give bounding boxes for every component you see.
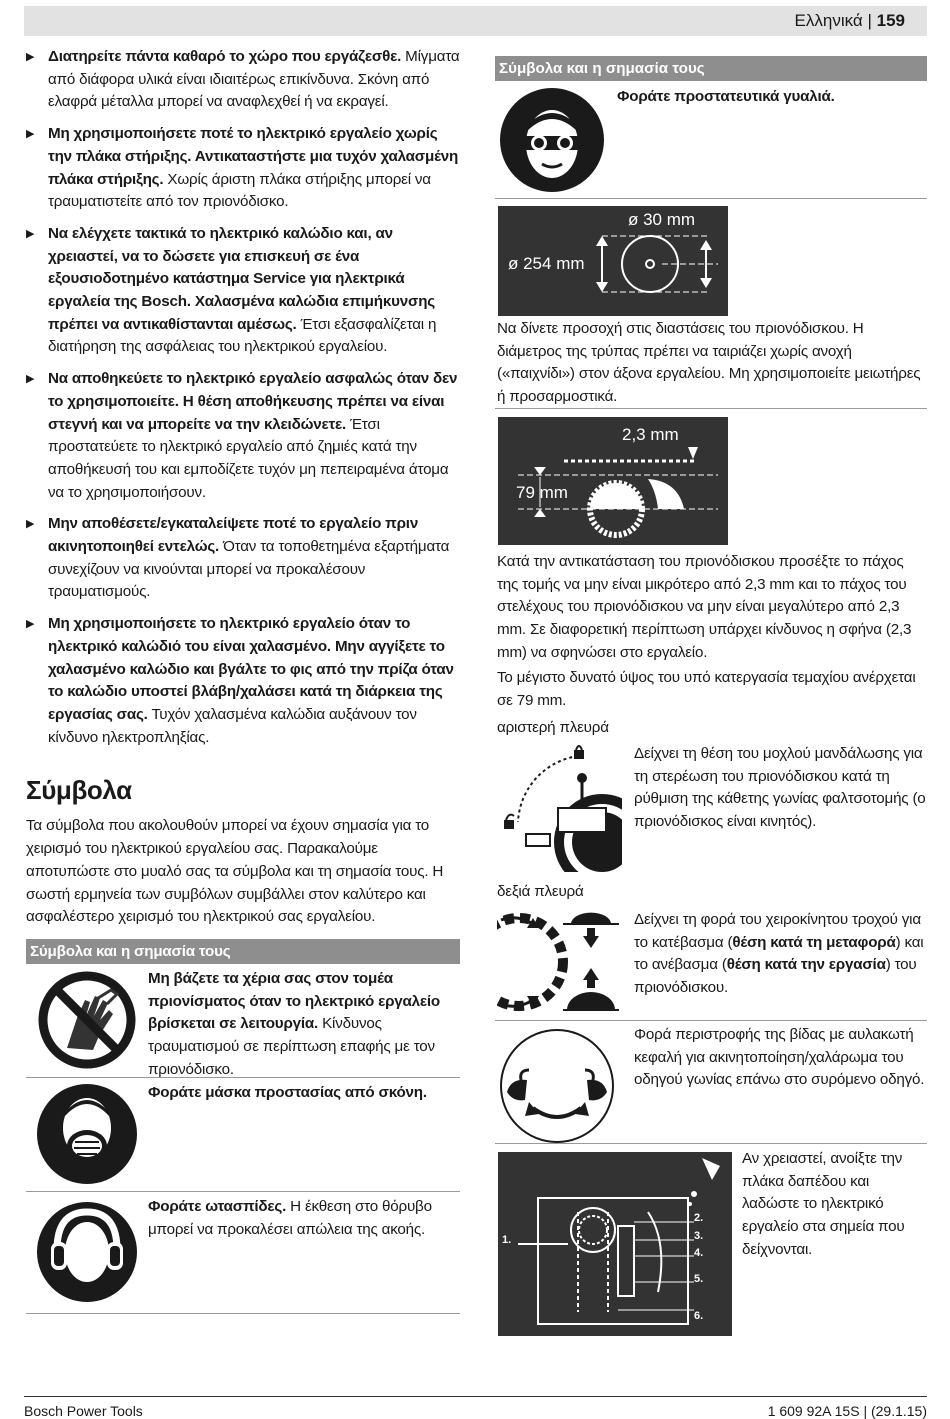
footer-doc-id: 1 609 92A 15S | (29.1.15) bbox=[767, 1403, 927, 1419]
divider bbox=[495, 408, 927, 409]
lube-point-label: 5. bbox=[694, 1273, 704, 1285]
lube-point-label: 6. bbox=[694, 1310, 704, 1322]
footer-brand: Bosch Power Tools bbox=[24, 1403, 143, 1419]
safety-bullet bbox=[26, 613, 460, 749]
lube-point-label: 4. bbox=[694, 1247, 704, 1259]
right-table-header: Σύμβολα και η σημασία τους bbox=[495, 56, 927, 81]
lube-point-label: 2. bbox=[694, 1212, 704, 1224]
bullet-bold: Να ελέγχετε τακτικά το ηλεκτρικό καλώδιο και, αν χρειαστεί, να το δώσετε για επισκευή σε ένα εξουσιοδοτημένο κατάστημα Service για ηλεκτρικά εργαλεία της Bosch. Χαλασμένα καλώδια επιμήκυνσης πρέπει να αντικαθίστανται αμέσως. bbox=[48, 224, 435, 333]
right-side-text-c: ) του πριονόδισκου. bbox=[634, 956, 917, 997]
no-hands-icon bbox=[26, 964, 148, 1077]
safety-bullet bbox=[26, 46, 460, 114]
bullet-text: Έτσι εξασφαλίζεται η διατήρηση της ασφάλειας του ηλεκτρικού εργαλείου. bbox=[48, 315, 437, 356]
bullet-bold: Διατηρείτε πάντα καθαρό το χώρο που εργάζεσθε. bbox=[48, 48, 402, 65]
working-position: θέση κατά την εργασία bbox=[726, 956, 886, 974]
bullet-text: Μίγματα από διάφορα υλικά είναι ιδιαιτέρως επικίνδυνα. Σκόνη από ελαφρά μέταλλα μπορεί να αναφλεχθεί ή να εκραγεί. bbox=[48, 48, 460, 111]
section-intro: Τα σύμβολα που ακολουθούν μπορεί να έχουν σημασία για το χειρισμό του ηλεκτρικού εργαλείου σας. Παρακαλούμε αποτυπώστε στο μυαλό σας τα σύμβολα και τη σημασία τους. Η σωστή ερμηνεία των συμβόλων συμβάλλει στον καλύτερο και ασφαλέστερο χειρισμό του ηλεκτρικού σας εργαλείου. bbox=[26, 817, 444, 926]
max-height-text: Το μέγιστο δυνατό ύψος του υπό κατεργασία τεμαχίου ανέρχεται σε 79 mm. bbox=[497, 669, 916, 709]
right-side-text bbox=[634, 909, 926, 1000]
divider bbox=[495, 1143, 927, 1144]
cut-height-label: 79 mm bbox=[516, 483, 568, 502]
handwheel-direction-icon bbox=[497, 910, 627, 1019]
header-text bbox=[795, 11, 905, 31]
page-footer bbox=[24, 1396, 927, 1419]
right-side-label: δεξιά πλευρά bbox=[497, 883, 584, 900]
bevel-lock-icon bbox=[498, 742, 622, 877]
transport-position: θέση κατά τη μεταφορά bbox=[732, 933, 896, 951]
left-side-text: Δείχνει τη θέση του μοχλού μανδάλωσης για τη στερέωση του πριονόδισκου κατά τη ρύθμιση της κάθετης γωνίας φαλτσοτομής (ο πριονόδισκος είναι κινητός). bbox=[634, 745, 926, 831]
bullet-text: Χωρίς άριστη πλάκα στήριξης μπορεί να τραυματιστείτε από τον πριονόδισκο. bbox=[48, 170, 431, 211]
page-header bbox=[24, 6, 927, 36]
symbol-desc bbox=[148, 1192, 460, 1313]
outer-diameter-label: ø 254 mm bbox=[508, 254, 585, 273]
right-side-text-b: ) και το ανέβασμα ( bbox=[634, 933, 924, 974]
safety-bullet bbox=[26, 368, 460, 504]
ear-protection-icon bbox=[26, 1192, 148, 1313]
symbol-desc bbox=[148, 1078, 460, 1191]
goggles-text bbox=[617, 86, 835, 109]
symbol-desc bbox=[148, 964, 460, 1077]
bullet-bold: Μη χρησιμοποιήσετε το ηλεκτρικό εργαλείο όταν το ηλεκτρικό καλώδιό του είναι χαλασμένο. Μην αγγίξετε το χαλασμένο καλώδιο και βγάλτε το φις από την πρίζα όταν το καλώδιο υποστεί βλάβη/χαλάσει κατά τη διάρκεια της εργασίας σας. bbox=[48, 615, 454, 723]
symbol-text: Η έκθεση στο θόρυβο μπορεί να προκαλέσει απώλεια της ακοής. bbox=[148, 1197, 432, 1238]
symbol-bold: Φοράτε ωτασπίδες. bbox=[148, 1197, 287, 1215]
symbol-row bbox=[26, 1192, 460, 1314]
dust-mask-icon bbox=[26, 1078, 148, 1191]
right-side-text-a: Δείχνει τη φορά του χειροκίνητου τροχού για το κατέβασμα ( bbox=[634, 911, 921, 951]
left-column bbox=[26, 46, 460, 1314]
page-number: 159 bbox=[876, 11, 905, 30]
goggles-bold: Φοράτε προστατευτικά γυαλιά. bbox=[617, 88, 835, 105]
lubrication-text: Αν χρειαστεί, ανοίξτε την πλάκα δαπέδου και λαδώστε το ηλεκτρικό εργαλείο στα σημεία που δείχνονται. bbox=[742, 1150, 905, 1258]
symbol-row bbox=[26, 1078, 460, 1192]
symbol-bold: Φοράτε μάσκα προστασίας από σκόνη. bbox=[148, 1083, 427, 1101]
bullet-bold: Μη χρησιμοποιήσετε ποτέ το ηλεκτρικό εργαλείο χωρίς την πλάκα στήριξης. Αντικαταστήστε μια τυχόν χαλασμένη πλάκα στήριξης. bbox=[48, 125, 459, 188]
header-separator: | bbox=[867, 11, 872, 30]
bullet-bold: Να αποθηκεύετε το ηλεκτρικό εργαλείο ασφαλώς όταν δεν το χρησιμοποιείτε. Η θέση αποθήκευσης πρέπει να είναι στεγνή και να μπορείτε να την κλειδώνετε. bbox=[48, 370, 458, 433]
lubrication-figure bbox=[498, 1152, 732, 1336]
thickness-text: Κατά την αντικατάσταση του πριονόδισκου προσέξτε το πάχος της τομής να μην είναι μικρότερο από 2,3 mm και το πάχος του στελέχους του πριονόδισκου να μην είναι μεγαλύτερο από 2,3 mm. Σε διαφορετική περίπτωση υπάρχει κίνδυνος η σφήνα (2,3 mm) να σφηνώσει στο εργαλείο. bbox=[497, 553, 912, 661]
section-title: Σύμβολα bbox=[26, 775, 132, 806]
safety-bullet bbox=[26, 223, 460, 359]
symbol-bold: Μη βάζετε τα χέρια σας στον τομέα πριονίσματος όταν το ηλεκτρικό εργαλείο βρίσκεται σε λειτουργία. bbox=[148, 969, 441, 1033]
symbols-table-header: Σύμβολα και η σημασία τους bbox=[26, 939, 460, 964]
blade-thickness-figure bbox=[498, 417, 728, 545]
blade-dims-text: Να δίνετε προσοχή στις διαστάσεις του πριονόδισκου. Η διάμετρος της τρύπας πρέπει να ταιριάζει χωρίς ανοχή («παιχνίδι») στον άξονα εργαλείου. Μη χρησιμοποιείτε μειωτήρες ή προσαρμοστικά. bbox=[497, 320, 921, 406]
bullet-bold: Μην αποθέσετε/εγκαταλείψετε ποτέ το εργαλείο πριν ακινητοποιηθεί εντελώς. bbox=[48, 515, 419, 556]
bullet-text: Έτσι προστατεύετε το ηλεκτρικό εργαλείο από ζημιές κατά την αποθήκευσή του και εμποδίζετε τυχόν μη πεπειραμένα άτομα να το χρησιμοποιήσουν. bbox=[48, 415, 449, 501]
goggles-icon bbox=[498, 86, 606, 199]
divider bbox=[495, 1020, 927, 1021]
left-side-label: αριστερή πλευρά bbox=[497, 719, 609, 736]
bore-diameter-label: ø 30 mm bbox=[628, 210, 696, 229]
symbol-row bbox=[26, 964, 460, 1078]
divider bbox=[495, 198, 927, 199]
safety-bullet bbox=[26, 513, 460, 604]
blade-diameter-figure bbox=[498, 206, 728, 316]
header-language: Ελληνικά bbox=[794, 11, 863, 30]
lube-point-label: 3. bbox=[694, 1230, 704, 1242]
safety-bullet bbox=[26, 123, 460, 214]
wing-screw-rotation-icon bbox=[495, 1026, 619, 1151]
kerf-thickness-label: 2,3 mm bbox=[622, 425, 679, 444]
symbol-text: Κίνδυνος τραυματισμού σε περίπτωση επαφής με τον πριονόδισκο. bbox=[148, 1015, 435, 1078]
lube-point-label: 1. bbox=[502, 1234, 512, 1246]
wing-screw-text: Φορά περιστροφής της βίδας με αυλακωτή κεφαλή για ακινητοποίηση/χαλάρωμα του οδηγού γωνίας επάνω στο συρόμενο οδηγό. bbox=[634, 1026, 925, 1089]
bullet-text: Τυχόν χαλασμένα καλώδια αυξάνουν τον κίνδυνο ηλεκτροπληξίας. bbox=[48, 705, 417, 746]
bullet-text: Όταν τα τοποθετημένα εξαρτήματα συνεχίζουν να κινούνται μπορεί να προκαλέσουν τραυματισμούς. bbox=[48, 538, 450, 601]
